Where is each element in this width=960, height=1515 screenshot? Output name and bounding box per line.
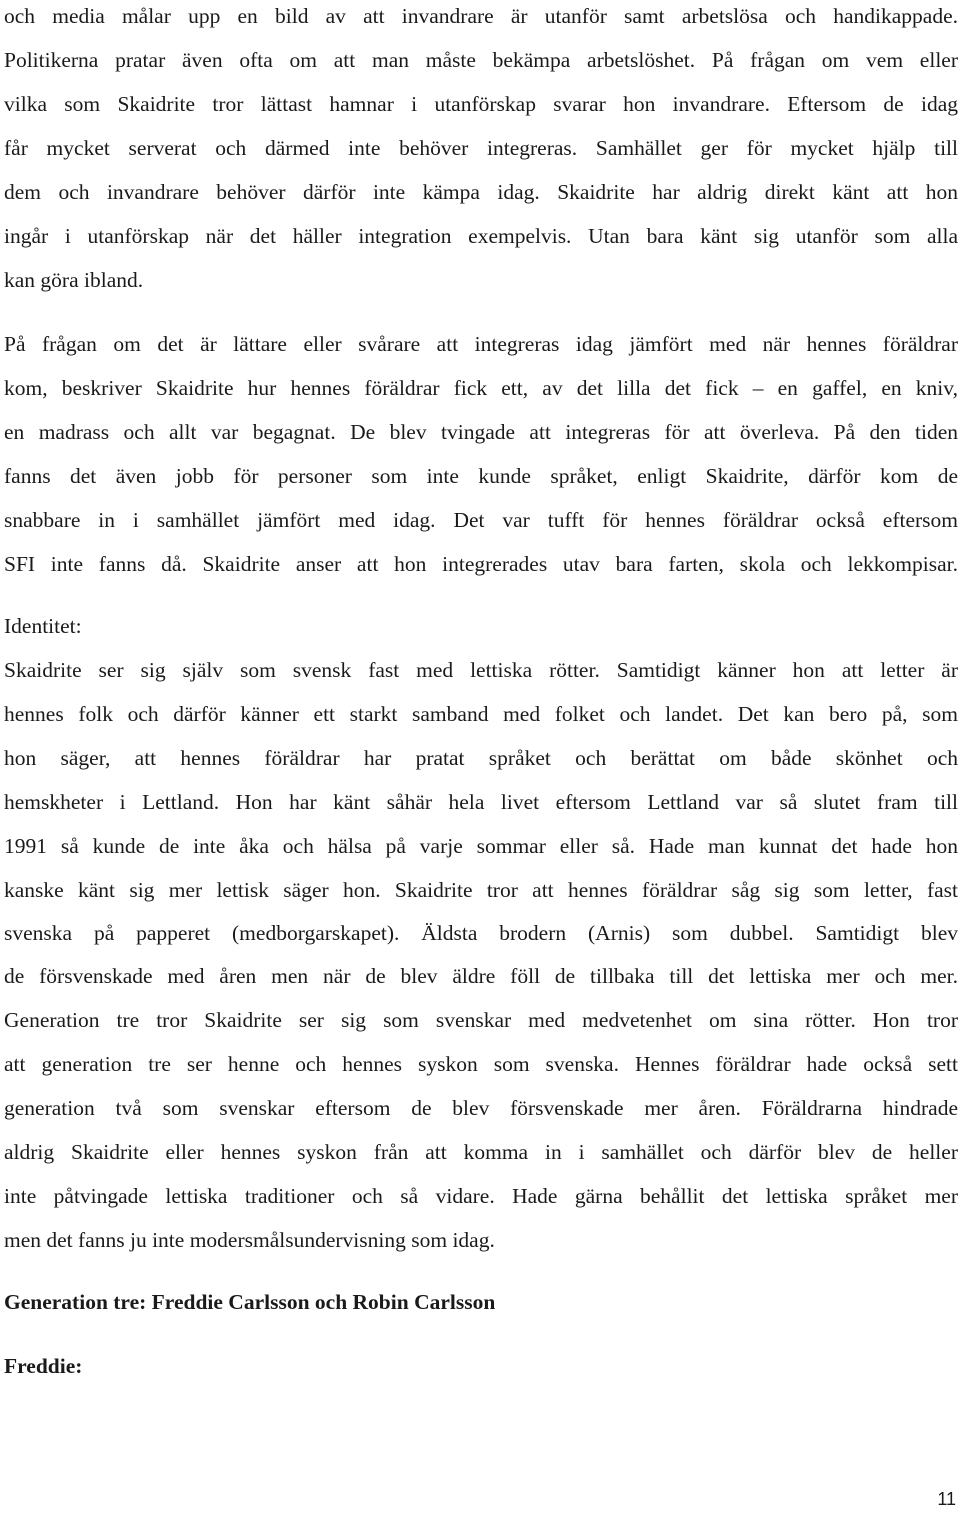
page-number: 11 [937,1489,956,1509]
text-line-3: vilka som Skaidrite tror lättast hamnar i utanförskap svarar hon invandrare. Eftersom de idag [4,92,958,116]
text-line-22: de försvenskade med åren men när de blev äldre föll de tillbaka till det lettiska mer och mer. [4,964,958,988]
section-heading-freddie: Freddie: [4,1354,83,1378]
text-line-9: kom, beskriver Skaidrite hur hennes föräldrar fick ett, av det lilla det fick – en gaffel, en kniv, [4,376,958,400]
text-line-13: SFI inte fanns då. Skaidrite anser att hon integrerades utav bara farten, skola och lekkompisar. [4,552,958,576]
text-line-17: hon säger, att hennes föräldrar har pratat språket och berättat om både skönhet och [4,746,958,770]
text-line-18: hemskheter i Lettland. Hon har känt såhär hela livet eftersom Lettland var så slutet fram till [4,790,958,814]
text-line-28: men det fanns ju inte modersmålsundervisning som idag. [4,1228,495,1252]
text-line-16: hennes folk och därför känner ett starkt samband med folket och landet. Det kan bero på, som [4,702,958,726]
text-line-19: 1991 så kunde de inte åka och hälsa på varje sommar eller så. Hade man kunnat det hade hon [4,834,958,858]
text-line-15: Skaidrite ser sig själv som svensk fast med lettiska rötter. Samtidigt känner hon att letter är [4,658,958,682]
text-line-24: att generation tre ser henne och hennes syskon som svenska. Hennes föräldrar hade också sett [4,1052,958,1076]
text-line-10: en madrass och allt var begagnat. De blev tvingade att integreras för att överleva. På den tiden [4,420,958,444]
text-line-21: svenska på papperet (medborgarskapet). Äldsta brodern (Arnis) som dubbel. Samtidigt blev [4,921,958,945]
text-line-1: och media målar upp en bild av att invandrare är utanför samt arbetslösa och handikappade. [4,4,958,28]
text-line-12: snabbare in i samhället jämfört med idag. Det var tufft för hennes föräldrar också eftersom [4,508,958,532]
text-line-27: inte påtvingade lettiska traditioner och så vidare. Hade gärna behållit det lettiska språket mer [4,1184,958,1208]
section-heading-identitet: Identitet: [4,614,82,638]
text-line-6: ingår i utanförskap när det häller integration exempelvis. Utan bara känt sig utanför som alla [4,224,958,248]
text-line-8: På frågan om det är lättare eller svårare att integreras idag jämfört med när hennes föräldrar [4,332,958,356]
text-line-20: kanske känt sig mer lettisk säger hon. Skaidrite tror att hennes föräldrar såg sig som letter, fast [4,878,958,902]
text-line-25: generation två som svenskar eftersom de blev försvenskade mer åren. Föräldrarna hindrade [4,1096,958,1120]
text-line-26: aldrig Skaidrite eller hennes syskon från att komma in i samhället och därför blev de heller [4,1140,958,1164]
text-line-5: dem och invandrare behöver därför inte kämpa idag. Skaidrite har aldrig direkt känt att hon [4,180,958,204]
section-heading-generation-tre: Generation tre: Freddie Carlsson och Robin Carlsson [4,1290,496,1314]
text-line-11: fanns det även jobb för personer som inte kunde språket, enligt Skaidrite, därför kom de [4,464,958,488]
text-line-23: Generation tre tror Skaidrite ser sig som svenskar med medvetenhet om sina rötter. Hon tror [4,1008,958,1032]
text-line-4: får mycket serverat och därmed inte behöver integreras. Samhället ger för mycket hjälp till [4,136,958,160]
text-line-2: Politikerna pratar även ofta om att man måste bekämpa arbetslöshet. På frågan om vem eller [4,48,958,72]
text-line-7: kan göra ibland. [4,268,144,292]
